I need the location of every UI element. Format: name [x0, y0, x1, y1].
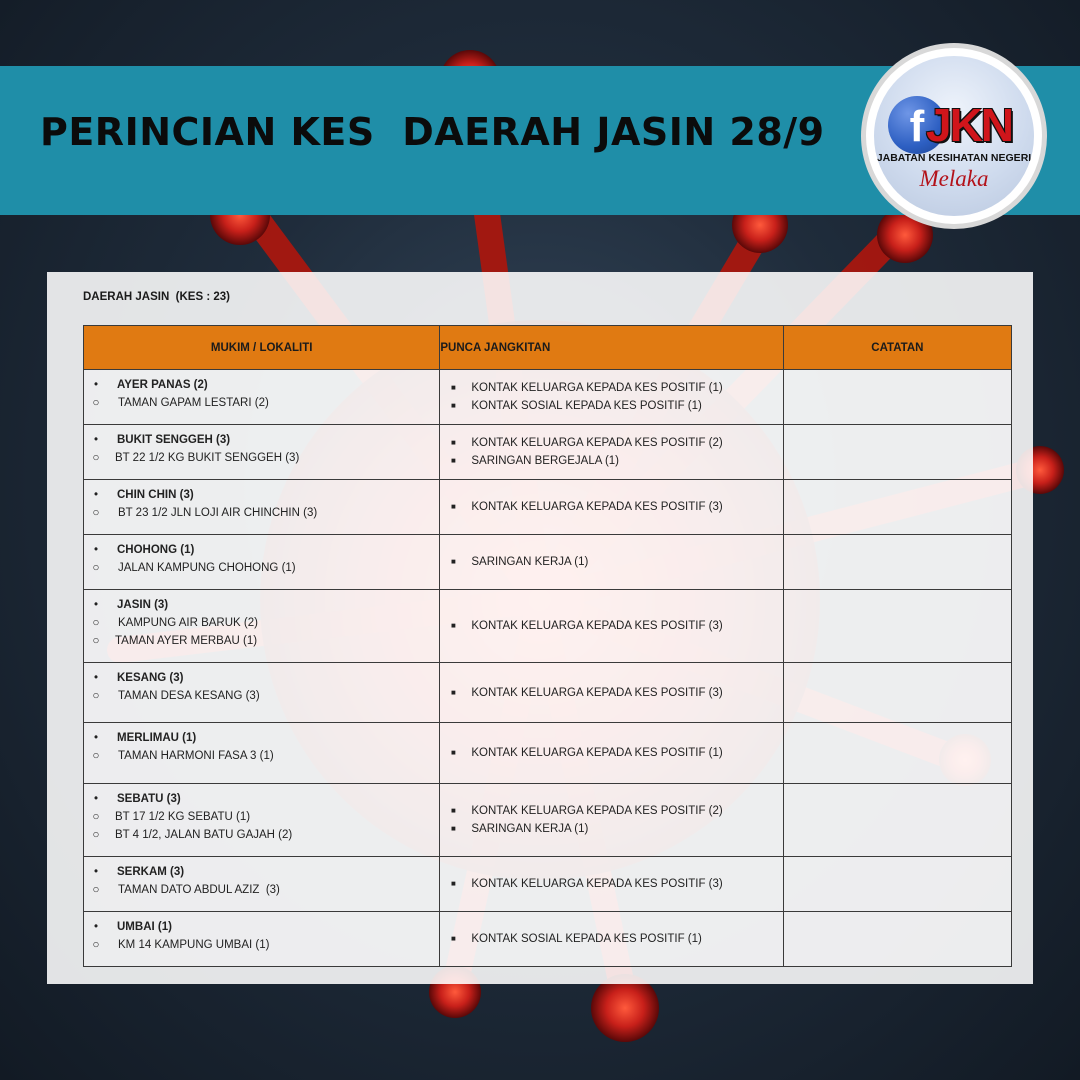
logo-subtitle: JABATAN KESIHATAN NEGERI	[876, 152, 1032, 164]
infection-source: KONTAK SOSIAL KEPADA KES POSITIF (1)	[471, 933, 702, 945]
note-cell	[783, 723, 1011, 784]
column-header-mukim: MUKIM / LOKALITI	[84, 326, 440, 370]
table-row: • MERLIMAU (1) ○ TAMAN HARMONI FASA 3 (1) ■ KONTAK KELUARGA KEPADA KES POSITIF (1)	[84, 723, 1012, 784]
mukim-name: MERLIMAU (1)	[117, 732, 197, 744]
table-row: • BUKIT SENGGEH (3) ○ BT 22 1/2 KG BUKIT SENGGEH (3) ■ KONTAK KELUARGA KEPADA KES POSITIF (2) ■ SARINGAN BERGEJALA (1)	[84, 425, 1012, 480]
logo-script: Melaka	[919, 166, 989, 191]
locality-name: KAMPUNG AIR BARUK (2)	[118, 617, 258, 629]
infection-source: KONTAK KELUARGA KEPADA KES POSITIF (3)	[471, 501, 723, 513]
table-row: • JASIN (3) ○ KAMPUNG AIR BARUK (2) ○ TAMAN AYER MERBAU (1) ■ KONTAK KELUARGA KEPADA KES POSITIF (3)	[84, 590, 1012, 663]
infection-source: KONTAK KELUARGA KEPADA KES POSITIF (3)	[471, 620, 723, 632]
note-cell	[783, 784, 1011, 857]
locality-name: JALAN KAMPUNG CHOHONG (1)	[118, 562, 296, 574]
mukim-name: SEBATU (3)	[117, 793, 181, 805]
locality-name: BT 4 1/2, JALAN BATU GAJAH (2)	[115, 829, 293, 841]
table-row: • AYER PANAS (2) ○ TAMAN GAPAM LESTARI (2) ■ KONTAK KELUARGA KEPADA KES POSITIF (1) ■ KONTAK SOSIAL KEPADA KES POSITIF (1)	[84, 370, 1012, 425]
table-row: • CHIN CHIN (3) ○ BT 23 1/2 JLN LOJI AIR CHINCHIN (3) ■ KONTAK KELUARGA KEPADA KES POSITIF (3)	[84, 480, 1012, 535]
case-table	[83, 325, 1012, 967]
infection-source: SARINGAN BERGEJALA (1)	[471, 455, 619, 467]
page-title: PERINCIAN KES DAERAH JASIN 28/9	[40, 110, 825, 154]
note-cell	[783, 663, 1011, 723]
infection-source: KONTAK SOSIAL KEPADA KES POSITIF (1)	[471, 400, 702, 412]
locality-name: TAMAN DESA KESANG (3)	[118, 690, 260, 702]
infection-source: KONTAK KELUARGA KEPADA KES POSITIF (1)	[471, 382, 723, 394]
mukim-name: UMBAI (1)	[117, 921, 172, 933]
note-cell	[783, 480, 1011, 535]
mukim-name: JASIN (3)	[117, 599, 169, 611]
column-header-catatan: CATATAN	[783, 326, 1011, 370]
infection-source: SARINGAN KERJA (1)	[471, 556, 589, 568]
mukim-name: CHIN CHIN (3)	[117, 489, 194, 501]
infection-source: KONTAK KELUARGA KEPADA KES POSITIF (1)	[471, 747, 723, 759]
note-cell	[783, 857, 1011, 912]
locality-name: KM 14 KAMPUNG UMBAI (1)	[118, 939, 270, 951]
locality-name: TAMAN HARMONI FASA 3 (1)	[118, 750, 274, 762]
column-header-punca: PUNCA JANGKITAN	[440, 326, 783, 370]
note-cell	[783, 912, 1011, 967]
mukim-name: KESANG (3)	[117, 672, 184, 684]
document-heading: DAERAH JASIN (KES : 23)	[83, 291, 230, 303]
infection-source: KONTAK KELUARGA KEPADA KES POSITIF (3)	[471, 686, 723, 699]
locality-name: TAMAN AYER MERBAU (1)	[115, 635, 258, 647]
mukim-name: AYER PANAS (2)	[117, 379, 208, 391]
locality-name: TAMAN DATO ABDUL AZIZ (3)	[118, 884, 280, 896]
note-cell	[783, 370, 1011, 425]
table-header-row	[84, 326, 1012, 370]
mukim-name: SERKAM (3)	[117, 866, 185, 878]
facebook-icon: f	[888, 96, 946, 154]
mukim-name: BUKIT SENGGEH (3)	[117, 434, 231, 446]
infection-source: KONTAK KELUARGA KEPADA KES POSITIF (2)	[471, 805, 723, 817]
infection-source: KONTAK KELUARGA KEPADA KES POSITIF (3)	[471, 878, 723, 890]
note-cell	[783, 535, 1011, 590]
mukim-name: CHOHONG (1)	[117, 544, 195, 556]
jkn-logo	[866, 48, 1042, 224]
locality-name: TAMAN GAPAM LESTARI (2)	[118, 397, 269, 409]
case-document	[47, 272, 1033, 984]
table-row: • UMBAI (1) ○ KM 14 KAMPUNG UMBAI (1) ■ KONTAK SOSIAL KEPADA KES POSITIF (1)	[84, 912, 1012, 967]
note-cell	[783, 590, 1011, 663]
infection-source: KONTAK KELUARGA KEPADA KES POSITIF (2)	[471, 437, 723, 449]
infection-source: SARINGAN KERJA (1)	[471, 823, 589, 835]
table-row: • SEBATU (3) ○ BT 17 1/2 KG SEBATU (1) ○ BT 4 1/2, JALAN BATU GAJAH (2) ■ KONTAK KELUARGA KEPADA KES POSITIF (2) ■ SARINGAN KERJA (1)	[84, 784, 1012, 857]
table-row: • CHOHONG (1) ○ JALAN KAMPUNG CHOHONG (1) ■ SARINGAN KERJA (1)	[84, 535, 1012, 590]
locality-name: BT 22 1/2 KG BUKIT SENGGEH (3)	[115, 452, 300, 464]
note-cell	[783, 425, 1011, 480]
locality-name: BT 23 1/2 JLN LOJI AIR CHINCHIN (3)	[118, 507, 318, 519]
locality-name: BT 17 1/2 KG SEBATU (1)	[115, 811, 251, 823]
logo-brand: JKN	[926, 99, 1013, 151]
table-row: • SERKAM (3) ○ TAMAN DATO ABDUL AZIZ (3) ■ KONTAK KELUARGA KEPADA KES POSITIF (3)	[84, 857, 1012, 912]
table-row: • KESANG (3) ○ TAMAN DESA KESANG (3) ■ KONTAK KELUARGA KEPADA KES POSITIF (3)	[84, 663, 1012, 723]
